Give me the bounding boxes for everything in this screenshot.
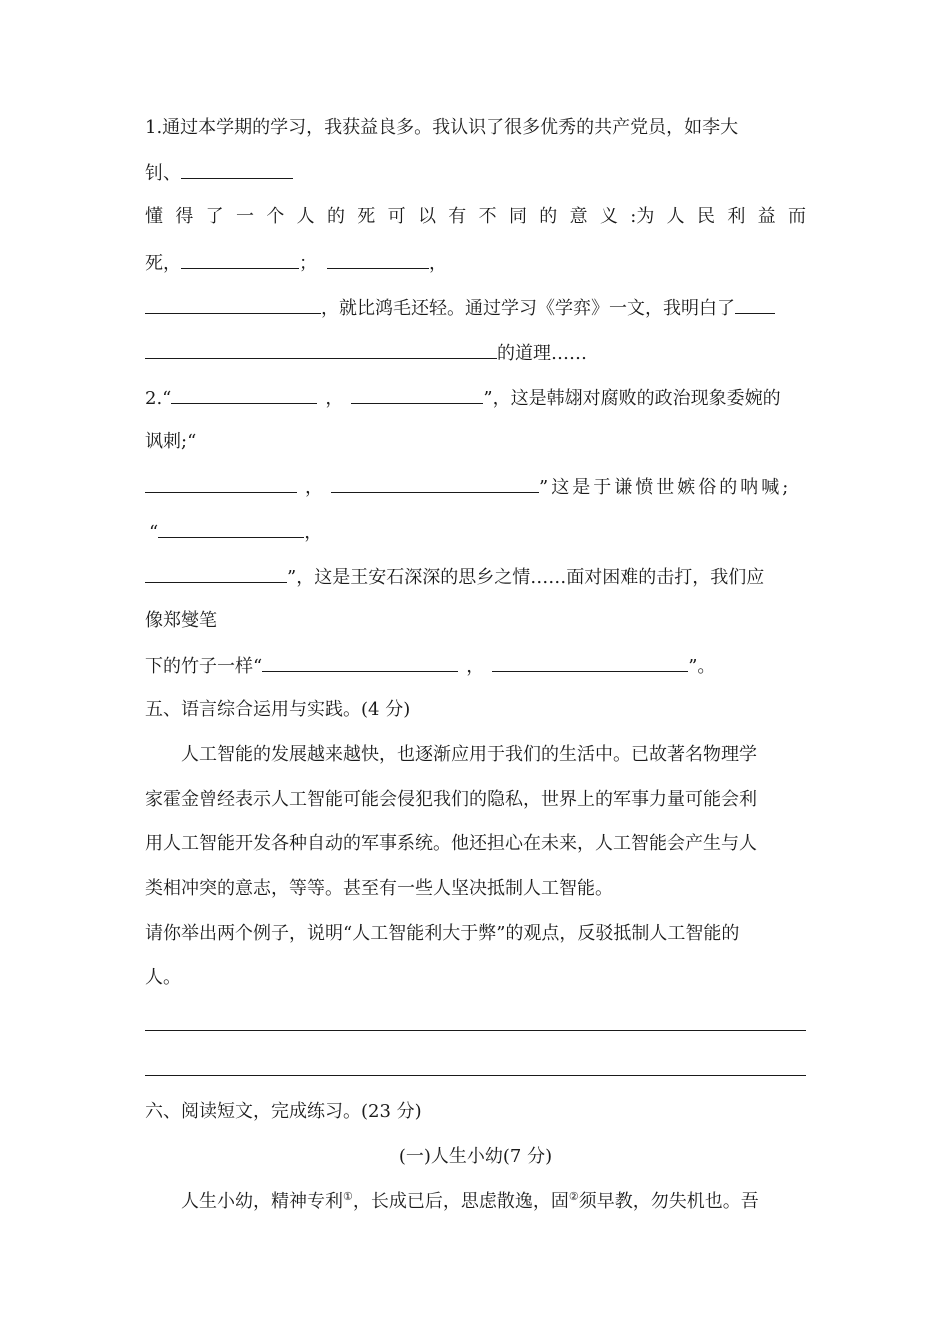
q1-line-3-char: 了 (205, 206, 224, 227)
answer-line[interactable] (145, 1075, 806, 1076)
q1-line-2: 钊、 (145, 160, 806, 184)
q1-line-3-char: 得 (175, 206, 194, 227)
section-5-paragraph-line: 用人工智能开发各种自动的军事系统。他还担心在未来，人工智能会产生与人 (145, 833, 757, 854)
answer-blank[interactable] (145, 564, 287, 583)
answer-blank[interactable] (331, 474, 539, 493)
section-5-heading: 五、语言综合运用与实践。(4 分) (145, 699, 411, 720)
answer-blank[interactable] (351, 385, 483, 404)
q1-line-3-char: 利 (727, 206, 746, 227)
q1-line-3-char: 民 (696, 206, 715, 227)
footnote-marker: ① (343, 1190, 353, 1203)
passage-title: (一)人生小幼(7 分) (398, 1146, 553, 1167)
q1-line-3-char: 同 (508, 206, 527, 227)
section-6-heading: 六、阅读短文，完成练习。(23 分) (145, 1101, 422, 1122)
section-5-paragraph-line: 类相冲突的意志，等等。甚至有一些人坚决抵制人工智能。 (145, 878, 613, 899)
answer-blank[interactable] (262, 653, 458, 672)
q1-line-3-char: 可 (387, 206, 406, 227)
answer-blank[interactable] (171, 385, 317, 404)
q1-line-1: 1.通过本学期的学习，我获益良多。我认识了很多优秀的共产党员，如李大 (145, 117, 739, 138)
q1-line-3-char: 不 (478, 206, 497, 227)
q1-line-3-char: 一 (235, 206, 254, 227)
q1-line-3-char: 益 (757, 206, 776, 227)
answer-blank[interactable] (492, 653, 688, 672)
q2-line-2: 讽刺;“ (145, 431, 197, 452)
q2-line-1: 2.“ ， ”，这是韩翃对腐败的政治现象委婉的 (145, 385, 806, 409)
passage-line: 人生小幼，精神专利①，长成已后，思虑散逸，固②须早教，勿失机也。吾 (181, 1190, 759, 1212)
q1-line-3-char: 懂 (145, 206, 163, 227)
q1-line-6: 的道理…… (145, 340, 806, 364)
q1-line-3-char: 的 (539, 206, 558, 227)
q2-line-7: 下的竹子一样“ ， ”。 (145, 653, 806, 677)
q1-line-3-char: 有 (448, 206, 467, 227)
footnote-marker: ② (568, 1190, 579, 1203)
q1-line-3-char: 死 (357, 206, 376, 227)
answer-blank[interactable] (181, 250, 299, 269)
q1-line-3 (145, 205, 806, 229)
q1-line-4: 死， ； ， (145, 250, 806, 274)
answer-blank[interactable] (145, 295, 321, 314)
answer-blank[interactable] (145, 474, 297, 493)
section-5-paragraph-line: 人工智能的发展越来越快，也逐渐应用于我们的生活中。已故著名物理学 (181, 744, 757, 765)
q1-line-3-char: 的 (326, 206, 345, 227)
q1-line-3-char: 人 (666, 206, 685, 227)
q1-line-5: ，就比鸿毛还轻。通过学习《学弈》一文，我明白了 (145, 295, 806, 319)
section-5-paragraph-line: 家霍金曾经表示人工智能可能会侵犯我们的隐私，世界上的军事力量可能会利 (145, 789, 757, 810)
answer-blank[interactable] (158, 519, 304, 538)
answer-blank[interactable] (181, 160, 293, 179)
q1-line-3-char: 个 (266, 206, 285, 227)
q1-line-3-char: 义 (599, 206, 618, 227)
q2-line-4: “ ， (145, 519, 806, 543)
section-5-prompt-line: 人。 (145, 967, 181, 988)
q1-line-3-char: :为 (630, 206, 655, 227)
q1-line-3-char: 人 (296, 206, 315, 227)
answer-blank[interactable] (145, 340, 497, 359)
q1-line-3-char: 而 (787, 206, 806, 227)
q2-line-5: ”，这是王安石深深的思乡之情……面对困难的击打，我们应 (145, 564, 806, 588)
answer-line[interactable] (145, 1030, 806, 1031)
section-5-prompt-line: 请你举出两个例子，说明“人工智能利大于弊”的观点，反驳抵制人工智能的 (145, 923, 740, 944)
answer-blank[interactable] (327, 250, 429, 269)
q1-line-3-char: 意 (569, 206, 588, 227)
q2-line-3: ， ”这是于谦愤世嫉俗的呐喊; (145, 474, 806, 498)
q1-line-3-char: 以 (417, 206, 436, 227)
answer-blank[interactable] (735, 295, 775, 314)
q2-line-6: 像郑燮笔 (145, 610, 217, 631)
